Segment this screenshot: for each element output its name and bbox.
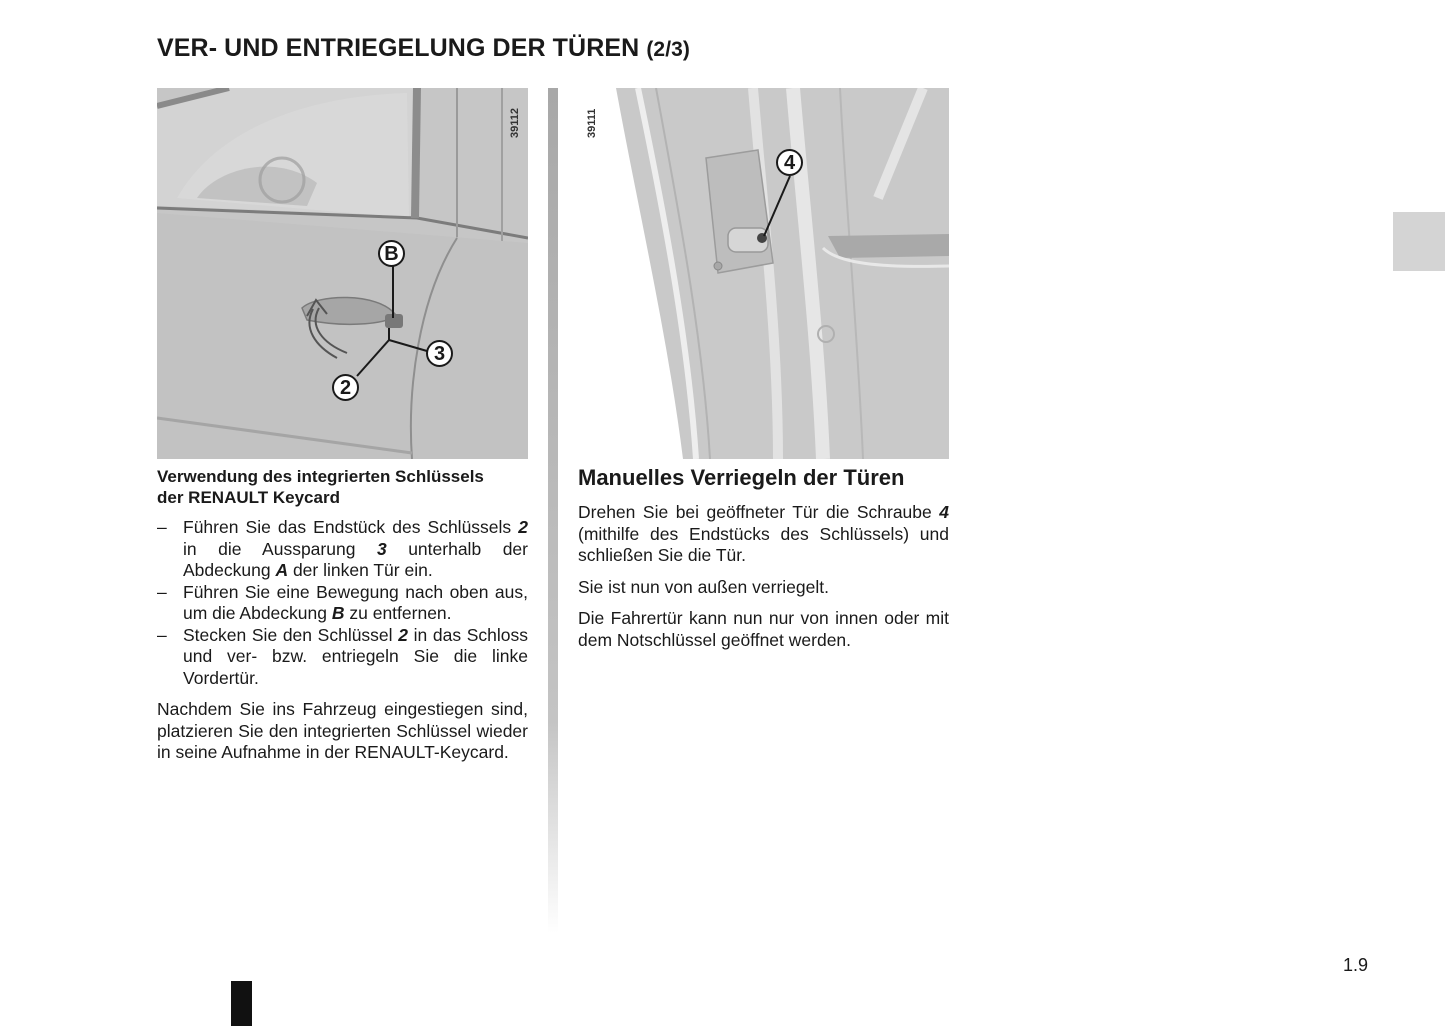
keycard-subheading bbox=[157, 466, 528, 508]
chapter-tab bbox=[1393, 212, 1445, 271]
bottom-marker bbox=[231, 981, 252, 1026]
figure-number: 39112 bbox=[509, 108, 521, 138]
steps-list bbox=[157, 517, 528, 689]
screw-paragraph: Drehen Sie bei geöffneter Tür die Schraube 4 (mithilfe des Endstücks des Schlüssels) und schließen Sie die Tür. bbox=[578, 502, 949, 565]
callout-3: 3 bbox=[426, 340, 453, 367]
page-title bbox=[157, 34, 690, 63]
callout-b: B bbox=[378, 240, 405, 267]
page-number: 1.9 bbox=[1343, 955, 1369, 975]
column-divider bbox=[548, 88, 558, 933]
callout-2: 2 bbox=[332, 374, 359, 401]
page-title-main: VER- UND ENTRIEGELUNG DER TÜREN bbox=[157, 34, 640, 62]
subheading-line-2: der RENAULT Keycard bbox=[157, 488, 340, 507]
door-handle-illustration bbox=[157, 88, 528, 459]
door-handle-drawing bbox=[157, 88, 528, 459]
door-latch-illustration bbox=[578, 88, 949, 459]
left-text-column bbox=[157, 466, 528, 774]
list-item: – Stecken Sie den Schlüssel 2 in das Schloss und ver- bzw. entriegeln Sie die linke Vordertür. bbox=[157, 625, 528, 690]
keycard-paragraph: Nachdem Sie ins Fahrzeug eingestiegen sind, platzieren Sie den integrierten Schlüssel wieder in seine Aufnahme in der RENAULT-Keycard. bbox=[157, 699, 528, 762]
list-item: – Führen Sie das Endstück des Schlüssels 2 in die Aussparung 3 unterhalb der Abdeckung A der linken Tür ein. bbox=[157, 517, 528, 582]
figure-number: 39111 bbox=[586, 108, 598, 138]
driver-door-paragraph: Die Fahrertür kann nun nur von innen oder mit dem Notschlüssel geöffnet werden. bbox=[578, 608, 949, 650]
locked-paragraph: Sie ist nun von außen verriegelt. bbox=[578, 576, 829, 597]
section-heading: Manuelles Verriegeln der Türen bbox=[578, 465, 905, 490]
callout-4: 4 bbox=[776, 149, 803, 176]
door-latch-drawing bbox=[578, 88, 949, 459]
list-item: – Führen Sie eine Bewegung nach oben aus, um die Abdeckung B zu entfernen. bbox=[157, 582, 528, 625]
right-text-column bbox=[578, 464, 949, 661]
page-title-suffix: (2/3) bbox=[646, 38, 691, 61]
subheading-line-1: Verwendung des integrierten Schlüssels bbox=[157, 467, 484, 486]
